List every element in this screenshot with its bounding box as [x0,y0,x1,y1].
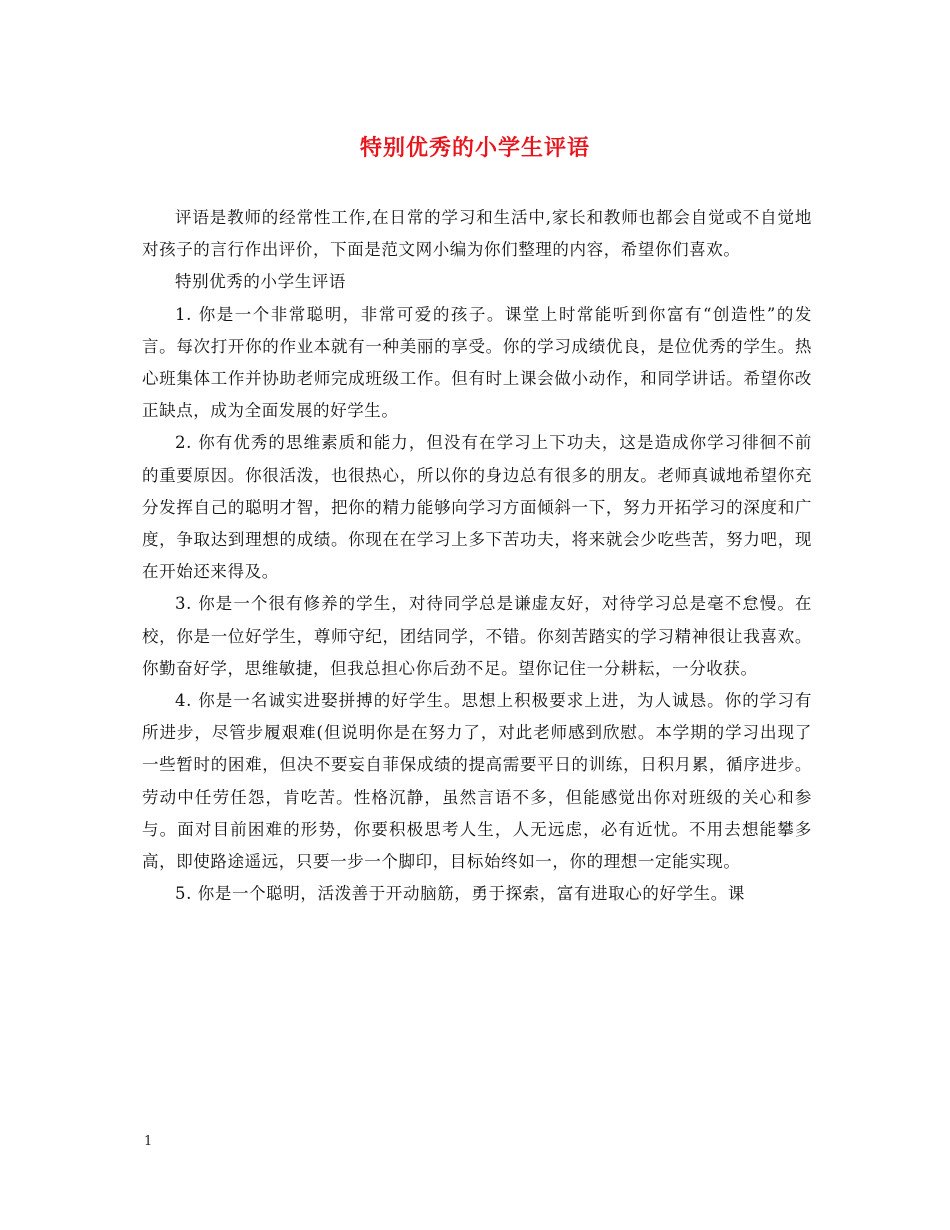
intro-paragraph: 评语是教师的经常性工作,在日常的学习和生活中,家长和教师也都会自觉或不自觉地对孩子的言行作出评价，下面是范文网小编为你们整理的内容，希望你们喜欢。 [142,208,812,260]
comment-paragraph-1: 1. 你是一个非常聪明，非常可爱的孩子。课堂上时常能听到你富有“创造性”的发言。每次打开你的作业本就有一种美丽的享受。你的学习成绩优良，是位优秀的学生。热心班集体工作并协助老师完成班级工作。但有时上课会做小动作，和同学讲话。希望你改正缺点，成为全面发展的好学生。 [142,304,812,421]
comment-paragraph-3: 3. 你是一个很有修养的学生，对待同学总是谦虚友好，对待学习总是毫不怠慢。在校，你是一位好学生，尊师守纪，团结同学，不错。你刻苦踏实的学习精神很让我喜欢。你勤奋好学，思维敏捷，但我总担心你后劲不足。望你记住一分耕耘，一分收获。 [142,594,812,678]
document-title: 特别优秀的小学生评语 [359,135,590,161]
comment-paragraph-2: 2. 你有优秀的思维素质和能力，但没有在学习上下功夫，这是造成你学习徘徊不前的重要原因。你很活泼，也很热心，所以你的身边总有很多的朋友。老师真诚地希望你充分发挥自己的聪明才智，把你的精力能够向学习方面倾斜一下，努力开拓学习的深度和广度，争取达到理想的成绩。你现在在学习上多下苦功夫，将来就会少吃些苦，努力吧，现在开始还来得及。 [142,433,812,582]
page-number: 1 [144,1134,153,1149]
comment-paragraph-4: 4. 你是一名诚实进娶拼搏的好学生。思想上积极要求上进，为人诚恳。你的学习有所进步，尽管步履艰难(但说明你是在努力了，对此老师感到欣慰。本学期的学习出现了一些暂时的困难，但决不要妄自菲保成绩的提高需要平日的训练，日积月累，循序进步。劳动中任劳任怨，肯吃苦。性格沉静，虽然言语不多，但能感觉出你对班级的关心和参与。面对目前困难的形势，你要积极思考人生，人无远虑，必有近忧。不用去想能攀多高，即使路途遥远，只要一步一个脚印，目标始终如一，你的理想一定能实现。 [142,691,812,872]
comment-paragraph-5: 5. 你是一个聪明，活泼善于开动脑筋，勇于探索，富有进取心的好学生。课 [175,884,745,904]
document-body [142,202,812,910]
section-heading: 特别优秀的小学生评语 [175,272,346,292]
